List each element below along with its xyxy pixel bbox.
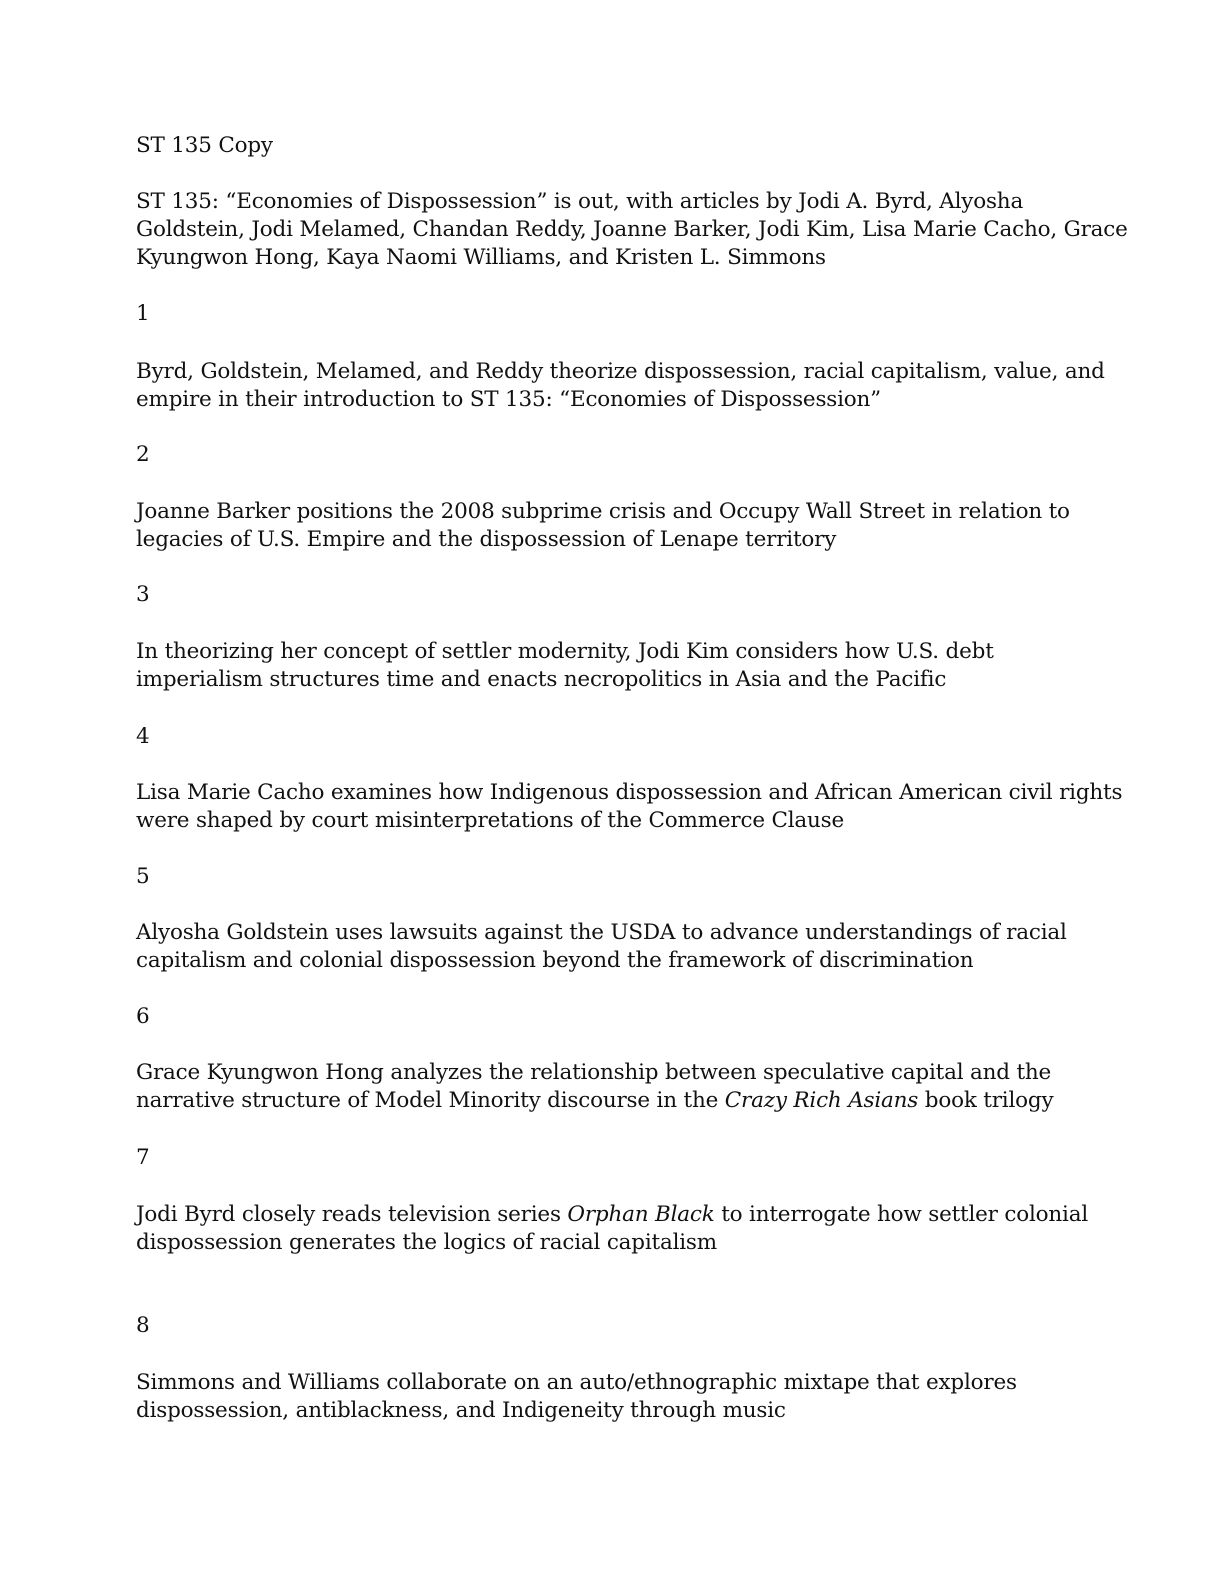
series-title: Orphan Black <box>567 1202 715 1227</box>
entry-text-line: legacies of U.S. Empire and the dispossession of Lenape territory <box>136 527 837 552</box>
entry-number: 2 <box>136 442 150 467</box>
entry-text-line: dispossession, antiblackness, and Indigeneity through music <box>136 1398 786 1423</box>
entry-text-segment: narrative structure of Model Minority discourse in the <box>136 1088 725 1113</box>
entry-number: 1 <box>136 301 150 326</box>
entry-text-line: Alyosha Goldstein uses lawsuits against the USDA to advance understandings of racial <box>136 920 1067 945</box>
entry-text-line <box>136 1201 1088 1229</box>
entry-text-line: Byrd, Goldstein, Melamed, and Reddy theorize dispossession, racial capitalism, value, and <box>136 359 1105 384</box>
entry-text-line: Simmons and Williams collaborate on an auto/ethnographic mixtape that explores <box>136 1370 1017 1395</box>
entry-text-line: were shaped by court misinterpretations of the Commerce Clause <box>136 808 845 833</box>
entry-text-segment: Jodi Byrd closely reads television series <box>136 1202 568 1227</box>
entry-text-line: In theorizing her concept of settler modernity, Jodi Kim considers how U.S. debt <box>136 639 994 664</box>
intro-line: Goldstein, Jodi Melamed, Chandan Reddy, Joanne Barker, Jodi Kim, Lisa Marie Cacho, Grace <box>136 217 1128 242</box>
entry-text-line: imperialism structures time and enacts necropolitics in Asia and the Pacific <box>136 667 947 692</box>
entry-text-line: Grace Kyungwon Hong analyzes the relationship between speculative capital and the <box>136 1060 1052 1085</box>
entry-number: 4 <box>136 724 150 749</box>
entry-number: 7 <box>136 1145 150 1170</box>
entry-text-line: capitalism and colonial dispossession beyond the framework of discrimination <box>136 948 974 973</box>
entry-text-line: Lisa Marie Cacho examines how Indigenous dispossession and African American civil rights <box>136 780 1123 805</box>
entry-number: 5 <box>136 864 150 889</box>
entry-text-segment: book trilogy <box>918 1088 1054 1113</box>
entry-text-line <box>136 1087 1053 1115</box>
entry-number: 6 <box>136 1004 150 1029</box>
entry-text-segment: to interrogate how settler colonial <box>714 1202 1089 1227</box>
entry-text-line: empire in their introduction to ST 135: “Economies of Dispossession” <box>136 387 881 412</box>
entry-text-line: dispossession generates the logics of racial capitalism <box>136 1230 717 1255</box>
entry-number: 8 <box>136 1313 150 1338</box>
intro-line: Kyungwon Hong, Kaya Naomi Williams, and Kristen L. Simmons <box>136 245 826 270</box>
document-title: ST 135 Copy <box>136 133 273 158</box>
intro-line: ST 135: “Economies of Dispossession” is out, with articles by Jodi A. Byrd, Alyosha <box>136 189 1024 214</box>
entry-text-line: Joanne Barker positions the 2008 subprime crisis and Occupy Wall Street in relation to <box>136 499 1070 524</box>
entry-number: 3 <box>136 582 150 607</box>
book-title: Crazy Rich Asians <box>724 1088 919 1113</box>
